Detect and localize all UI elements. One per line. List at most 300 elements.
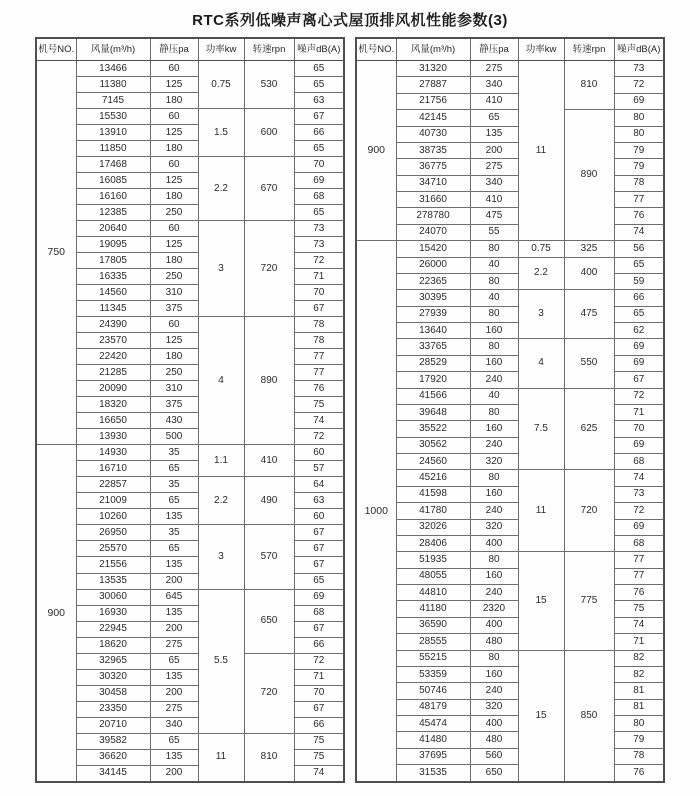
pressure-cell: 135 bbox=[150, 749, 198, 765]
pressure-cell: 240 bbox=[470, 683, 518, 699]
noise-cell: 71 bbox=[294, 669, 344, 685]
noise-cell: 79 bbox=[614, 159, 664, 175]
pressure-cell: 135 bbox=[470, 126, 518, 142]
volume-cell: 32026 bbox=[396, 519, 470, 535]
noise-cell: 69 bbox=[614, 339, 664, 355]
noise-cell: 71 bbox=[294, 269, 344, 285]
table-row bbox=[356, 208, 664, 224]
rpm-cell: 810 bbox=[244, 733, 294, 782]
volume-cell: 17805 bbox=[76, 253, 150, 269]
table-row bbox=[36, 685, 344, 701]
spec-table-right bbox=[355, 37, 665, 783]
table-row bbox=[36, 445, 344, 461]
power-cell: 11 bbox=[518, 470, 564, 552]
volume-cell: 17920 bbox=[396, 372, 470, 388]
volume-cell: 27887 bbox=[396, 77, 470, 93]
table-row bbox=[356, 257, 664, 273]
noise-cell: 72 bbox=[614, 388, 664, 404]
table-row bbox=[356, 486, 664, 502]
table-row bbox=[356, 388, 664, 404]
table-row bbox=[36, 541, 344, 557]
noise-cell: 60 bbox=[294, 445, 344, 461]
power-cell: 3 bbox=[198, 221, 244, 317]
pressure-cell: 135 bbox=[150, 557, 198, 573]
table-row bbox=[36, 205, 344, 221]
table-row bbox=[356, 159, 664, 175]
pressure-cell: 80 bbox=[470, 470, 518, 486]
table-row bbox=[36, 269, 344, 285]
volume-cell: 26950 bbox=[76, 525, 150, 541]
volume-cell: 26000 bbox=[396, 257, 470, 273]
noise-cell: 68 bbox=[614, 454, 664, 470]
pressure-cell: 65 bbox=[150, 733, 198, 749]
noise-cell: 77 bbox=[614, 568, 664, 584]
table-row bbox=[356, 552, 664, 568]
power-cell: 15 bbox=[518, 650, 564, 782]
volume-cell: 14560 bbox=[76, 285, 150, 301]
table-row bbox=[36, 717, 344, 733]
volume-cell: 45474 bbox=[396, 716, 470, 732]
volume-cell: 39648 bbox=[396, 404, 470, 420]
pressure-cell: 480 bbox=[470, 732, 518, 748]
rpm-cell: 625 bbox=[564, 388, 614, 470]
noise-cell: 65 bbox=[294, 61, 344, 77]
table-row bbox=[356, 470, 664, 486]
table-row bbox=[36, 669, 344, 685]
noise-cell: 80 bbox=[614, 110, 664, 126]
power-cell: 2.2 bbox=[198, 477, 244, 525]
table-row bbox=[36, 109, 344, 125]
noise-cell: 81 bbox=[614, 699, 664, 715]
pressure-cell: 560 bbox=[470, 748, 518, 764]
rpm-cell: 775 bbox=[564, 552, 614, 650]
volume-cell: 36590 bbox=[396, 617, 470, 633]
volume-cell: 22945 bbox=[76, 621, 150, 637]
pressure-cell: 240 bbox=[470, 585, 518, 601]
pressure-cell: 200 bbox=[470, 142, 518, 158]
volume-cell: 38735 bbox=[396, 142, 470, 158]
noise-cell: 76 bbox=[614, 765, 664, 782]
volume-cell: 16650 bbox=[76, 413, 150, 429]
power-cell: 0.75 bbox=[198, 61, 244, 109]
volume-cell: 20640 bbox=[76, 221, 150, 237]
header-row bbox=[36, 38, 344, 61]
table-row bbox=[36, 381, 344, 397]
pressure-cell: 135 bbox=[150, 509, 198, 525]
noise-cell: 76 bbox=[614, 585, 664, 601]
pressure-cell: 340 bbox=[470, 77, 518, 93]
pressure-cell: 80 bbox=[470, 273, 518, 289]
table-row bbox=[36, 413, 344, 429]
column-header: 功率kw bbox=[518, 38, 564, 61]
volume-cell: 30458 bbox=[76, 685, 150, 701]
volume-cell: 51935 bbox=[396, 552, 470, 568]
table-row bbox=[36, 429, 344, 445]
power-cell: 2.2 bbox=[198, 157, 244, 221]
noise-cell: 69 bbox=[614, 93, 664, 109]
pressure-cell: 200 bbox=[150, 685, 198, 701]
volume-cell: 32965 bbox=[76, 653, 150, 669]
table-row bbox=[356, 175, 664, 191]
volume-cell: 19095 bbox=[76, 237, 150, 253]
table-row bbox=[356, 93, 664, 109]
noise-cell: 67 bbox=[294, 541, 344, 557]
table-row bbox=[356, 339, 664, 355]
pressure-cell: 275 bbox=[470, 61, 518, 77]
pressure-cell: 320 bbox=[470, 454, 518, 470]
power-cell: 11 bbox=[518, 61, 564, 241]
power-cell: 1.1 bbox=[198, 445, 244, 477]
power-cell: 0.75 bbox=[518, 241, 564, 257]
volume-cell: 21756 bbox=[396, 93, 470, 109]
pressure-cell: 275 bbox=[150, 637, 198, 653]
column-header: 机号NO. bbox=[36, 38, 76, 61]
table-row bbox=[36, 157, 344, 173]
table-row bbox=[36, 525, 344, 541]
noise-cell: 78 bbox=[614, 748, 664, 764]
volume-cell: 10260 bbox=[76, 509, 150, 525]
noise-cell: 68 bbox=[294, 605, 344, 621]
noise-cell: 74 bbox=[614, 224, 664, 240]
table-row bbox=[36, 493, 344, 509]
pressure-cell: 340 bbox=[150, 717, 198, 733]
volume-cell: 17468 bbox=[76, 157, 150, 173]
volume-cell: 28406 bbox=[396, 535, 470, 551]
noise-cell: 78 bbox=[294, 317, 344, 333]
pressure-cell: 160 bbox=[470, 666, 518, 682]
model-cell: 1000 bbox=[356, 241, 396, 782]
pressure-cell: 35 bbox=[150, 477, 198, 493]
table-row bbox=[36, 573, 344, 589]
pressure-cell: 125 bbox=[150, 125, 198, 141]
volume-cell: 28529 bbox=[396, 355, 470, 371]
volume-cell: 36775 bbox=[396, 159, 470, 175]
column-header: 风量(m³/h) bbox=[396, 38, 470, 61]
volume-cell: 12385 bbox=[76, 205, 150, 221]
volume-cell: 41566 bbox=[396, 388, 470, 404]
power-cell: 15 bbox=[518, 552, 564, 650]
volume-cell: 18620 bbox=[76, 637, 150, 653]
volume-cell: 31320 bbox=[396, 61, 470, 77]
volume-cell: 11380 bbox=[76, 77, 150, 93]
noise-cell: 70 bbox=[294, 285, 344, 301]
volume-cell: 22857 bbox=[76, 477, 150, 493]
table-row bbox=[36, 365, 344, 381]
table-row bbox=[36, 701, 344, 717]
noise-cell: 72 bbox=[294, 429, 344, 445]
noise-cell: 77 bbox=[294, 349, 344, 365]
volume-cell: 13466 bbox=[76, 61, 150, 77]
table-row bbox=[36, 637, 344, 653]
pressure-cell: 310 bbox=[150, 285, 198, 301]
pressure-cell: 40 bbox=[470, 257, 518, 273]
volume-cell: 28555 bbox=[396, 634, 470, 650]
table-row bbox=[356, 503, 664, 519]
volume-cell: 34710 bbox=[396, 175, 470, 191]
volume-cell: 16930 bbox=[76, 605, 150, 621]
noise-cell: 56 bbox=[614, 241, 664, 257]
volume-cell: 55215 bbox=[396, 650, 470, 666]
noise-cell: 73 bbox=[614, 486, 664, 502]
table-row bbox=[356, 306, 664, 322]
column-header: 机号NO. bbox=[356, 38, 396, 61]
noise-cell: 69 bbox=[294, 173, 344, 189]
table-row bbox=[36, 93, 344, 109]
pressure-cell: 200 bbox=[150, 765, 198, 782]
pressure-cell: 135 bbox=[150, 669, 198, 685]
table-row bbox=[356, 535, 664, 551]
rpm-cell: 325 bbox=[564, 241, 614, 257]
noise-cell: 67 bbox=[294, 621, 344, 637]
noise-cell: 67 bbox=[614, 372, 664, 388]
noise-cell: 75 bbox=[294, 397, 344, 413]
noise-cell: 63 bbox=[294, 493, 344, 509]
pressure-cell: 60 bbox=[150, 157, 198, 173]
pressure-cell: 40 bbox=[470, 290, 518, 306]
noise-cell: 72 bbox=[614, 77, 664, 93]
pressure-cell: 80 bbox=[470, 241, 518, 257]
noise-cell: 80 bbox=[614, 126, 664, 142]
table-row bbox=[36, 653, 344, 669]
table-row bbox=[356, 372, 664, 388]
noise-cell: 70 bbox=[294, 685, 344, 701]
noise-cell: 70 bbox=[294, 157, 344, 173]
table-row bbox=[36, 733, 344, 749]
pressure-cell: 500 bbox=[150, 429, 198, 445]
volume-cell: 48179 bbox=[396, 699, 470, 715]
noise-cell: 79 bbox=[614, 732, 664, 748]
table-row bbox=[356, 142, 664, 158]
noise-cell: 73 bbox=[614, 61, 664, 77]
noise-cell: 64 bbox=[294, 477, 344, 493]
pressure-cell: 60 bbox=[150, 61, 198, 77]
noise-cell: 73 bbox=[294, 221, 344, 237]
volume-cell: 23350 bbox=[76, 701, 150, 717]
table-row bbox=[36, 509, 344, 525]
pressure-cell: 35 bbox=[150, 445, 198, 461]
table-row bbox=[36, 333, 344, 349]
volume-cell: 31535 bbox=[396, 765, 470, 782]
pressure-cell: 80 bbox=[470, 404, 518, 420]
model-cell: 750 bbox=[36, 61, 76, 445]
pressure-cell: 400 bbox=[470, 535, 518, 551]
pressure-cell: 135 bbox=[150, 605, 198, 621]
volume-cell: 37695 bbox=[396, 748, 470, 764]
model-cell: 900 bbox=[36, 445, 76, 782]
volume-cell: 22420 bbox=[76, 349, 150, 365]
pressure-cell: 60 bbox=[150, 109, 198, 125]
rpm-cell: 600 bbox=[244, 109, 294, 157]
table-row bbox=[356, 323, 664, 339]
volume-cell: 33765 bbox=[396, 339, 470, 355]
volume-cell: 21556 bbox=[76, 557, 150, 573]
column-header: 静压pa bbox=[150, 38, 198, 61]
volume-cell: 7145 bbox=[76, 93, 150, 109]
noise-cell: 82 bbox=[614, 650, 664, 666]
volume-cell: 22365 bbox=[396, 273, 470, 289]
pressure-cell: 65 bbox=[150, 493, 198, 509]
noise-cell: 74 bbox=[294, 413, 344, 429]
pressure-cell: 375 bbox=[150, 301, 198, 317]
table-row bbox=[356, 732, 664, 748]
column-header: 风量(m³/h) bbox=[76, 38, 150, 61]
column-header: 噪声dB(A) bbox=[614, 38, 664, 61]
volume-cell: 36620 bbox=[76, 749, 150, 765]
table-row bbox=[356, 601, 664, 617]
table-row bbox=[36, 285, 344, 301]
rpm-cell: 530 bbox=[244, 61, 294, 109]
noise-cell: 67 bbox=[294, 557, 344, 573]
pressure-cell: 310 bbox=[150, 381, 198, 397]
noise-cell: 67 bbox=[294, 109, 344, 125]
pressure-cell: 275 bbox=[150, 701, 198, 717]
table-row bbox=[36, 77, 344, 93]
table-row bbox=[36, 125, 344, 141]
noise-cell: 65 bbox=[614, 257, 664, 273]
table-row bbox=[356, 666, 664, 682]
volume-cell: 41598 bbox=[396, 486, 470, 502]
noise-cell: 65 bbox=[614, 306, 664, 322]
pressure-cell: 180 bbox=[150, 253, 198, 269]
volume-cell: 16710 bbox=[76, 461, 150, 477]
pressure-cell: 240 bbox=[470, 372, 518, 388]
noise-cell: 74 bbox=[614, 470, 664, 486]
pressure-cell: 400 bbox=[470, 617, 518, 633]
noise-cell: 71 bbox=[614, 404, 664, 420]
volume-cell: 21009 bbox=[76, 493, 150, 509]
volume-cell: 13930 bbox=[76, 429, 150, 445]
table-row bbox=[36, 397, 344, 413]
volume-cell: 15530 bbox=[76, 109, 150, 125]
pressure-cell: 275 bbox=[470, 159, 518, 175]
pressure-cell: 160 bbox=[470, 323, 518, 339]
table-row bbox=[36, 237, 344, 253]
pressure-cell: 475 bbox=[470, 208, 518, 224]
noise-cell: 69 bbox=[294, 589, 344, 605]
table-row bbox=[356, 437, 664, 453]
pressure-cell: 125 bbox=[150, 237, 198, 253]
power-cell: 3 bbox=[198, 525, 244, 589]
table-row bbox=[36, 621, 344, 637]
noise-cell: 68 bbox=[294, 189, 344, 205]
pressure-cell: 320 bbox=[470, 699, 518, 715]
volume-cell: 30395 bbox=[396, 290, 470, 306]
table-row bbox=[356, 126, 664, 142]
noise-cell: 76 bbox=[294, 381, 344, 397]
table-row bbox=[356, 192, 664, 208]
pressure-cell: 200 bbox=[150, 573, 198, 589]
noise-cell: 70 bbox=[614, 421, 664, 437]
noise-cell: 69 bbox=[614, 437, 664, 453]
power-cell: 2.2 bbox=[518, 257, 564, 290]
rpm-cell: 850 bbox=[564, 650, 614, 782]
noise-cell: 66 bbox=[294, 637, 344, 653]
table-row bbox=[356, 355, 664, 371]
volume-cell: 21285 bbox=[76, 365, 150, 381]
volume-cell: 40730 bbox=[396, 126, 470, 142]
pressure-cell: 80 bbox=[470, 650, 518, 666]
table-row bbox=[356, 634, 664, 650]
noise-cell: 74 bbox=[294, 765, 344, 782]
volume-cell: 20090 bbox=[76, 381, 150, 397]
table-row bbox=[36, 589, 344, 605]
volume-cell: 16160 bbox=[76, 189, 150, 205]
table-row bbox=[356, 110, 664, 126]
rpm-cell: 475 bbox=[564, 290, 614, 339]
volume-cell: 11345 bbox=[76, 301, 150, 317]
table-row bbox=[356, 77, 664, 93]
noise-cell: 69 bbox=[614, 355, 664, 371]
pressure-cell: 65 bbox=[150, 653, 198, 669]
noise-cell: 73 bbox=[294, 237, 344, 253]
pressure-cell: 375 bbox=[150, 397, 198, 413]
column-header: 功率kw bbox=[198, 38, 244, 61]
noise-cell: 65 bbox=[294, 141, 344, 157]
pressure-cell: 65 bbox=[150, 461, 198, 477]
table-row bbox=[356, 748, 664, 764]
table-row bbox=[36, 765, 344, 782]
pressure-cell: 160 bbox=[470, 486, 518, 502]
table-row bbox=[356, 699, 664, 715]
table-row bbox=[36, 477, 344, 493]
table-row bbox=[356, 716, 664, 732]
pressure-cell: 240 bbox=[470, 437, 518, 453]
rpm-cell: 570 bbox=[244, 525, 294, 589]
power-cell: 1.5 bbox=[198, 109, 244, 157]
pressure-cell: 340 bbox=[470, 175, 518, 191]
pressure-cell: 125 bbox=[150, 173, 198, 189]
volume-cell: 24560 bbox=[396, 454, 470, 470]
pressure-cell: 160 bbox=[470, 355, 518, 371]
rpm-cell: 720 bbox=[244, 221, 294, 317]
table-row bbox=[356, 404, 664, 420]
table-row bbox=[356, 765, 664, 782]
rpm-cell: 410 bbox=[244, 445, 294, 477]
rpm-cell: 550 bbox=[564, 339, 614, 388]
rpm-cell: 490 bbox=[244, 477, 294, 525]
noise-cell: 66 bbox=[614, 290, 664, 306]
pressure-cell: 250 bbox=[150, 269, 198, 285]
page-title: RTC系列低噪声离心式屋顶排风机性能参数(3) bbox=[192, 12, 508, 29]
noise-cell: 78 bbox=[614, 175, 664, 191]
noise-cell: 81 bbox=[614, 683, 664, 699]
model-cell: 900 bbox=[356, 61, 396, 241]
noise-cell: 82 bbox=[614, 666, 664, 682]
pressure-cell: 160 bbox=[470, 421, 518, 437]
table-row bbox=[356, 617, 664, 633]
pressure-cell: 180 bbox=[150, 93, 198, 109]
pressure-cell: 430 bbox=[150, 413, 198, 429]
volume-cell: 34145 bbox=[76, 765, 150, 782]
pressure-cell: 60 bbox=[150, 221, 198, 237]
table-row bbox=[36, 605, 344, 621]
table-row bbox=[356, 241, 664, 257]
pressure-cell: 160 bbox=[470, 568, 518, 584]
table-row bbox=[356, 519, 664, 535]
volume-cell: 50746 bbox=[396, 683, 470, 699]
pressure-cell: 320 bbox=[470, 519, 518, 535]
noise-cell: 57 bbox=[294, 461, 344, 477]
pressure-cell: 180 bbox=[150, 141, 198, 157]
volume-cell: 35522 bbox=[396, 421, 470, 437]
volume-cell: 18320 bbox=[76, 397, 150, 413]
noise-cell: 65 bbox=[294, 573, 344, 589]
table-row bbox=[356, 650, 664, 666]
noise-cell: 67 bbox=[294, 701, 344, 717]
volume-cell: 16335 bbox=[76, 269, 150, 285]
volume-cell: 39582 bbox=[76, 733, 150, 749]
noise-cell: 63 bbox=[294, 93, 344, 109]
